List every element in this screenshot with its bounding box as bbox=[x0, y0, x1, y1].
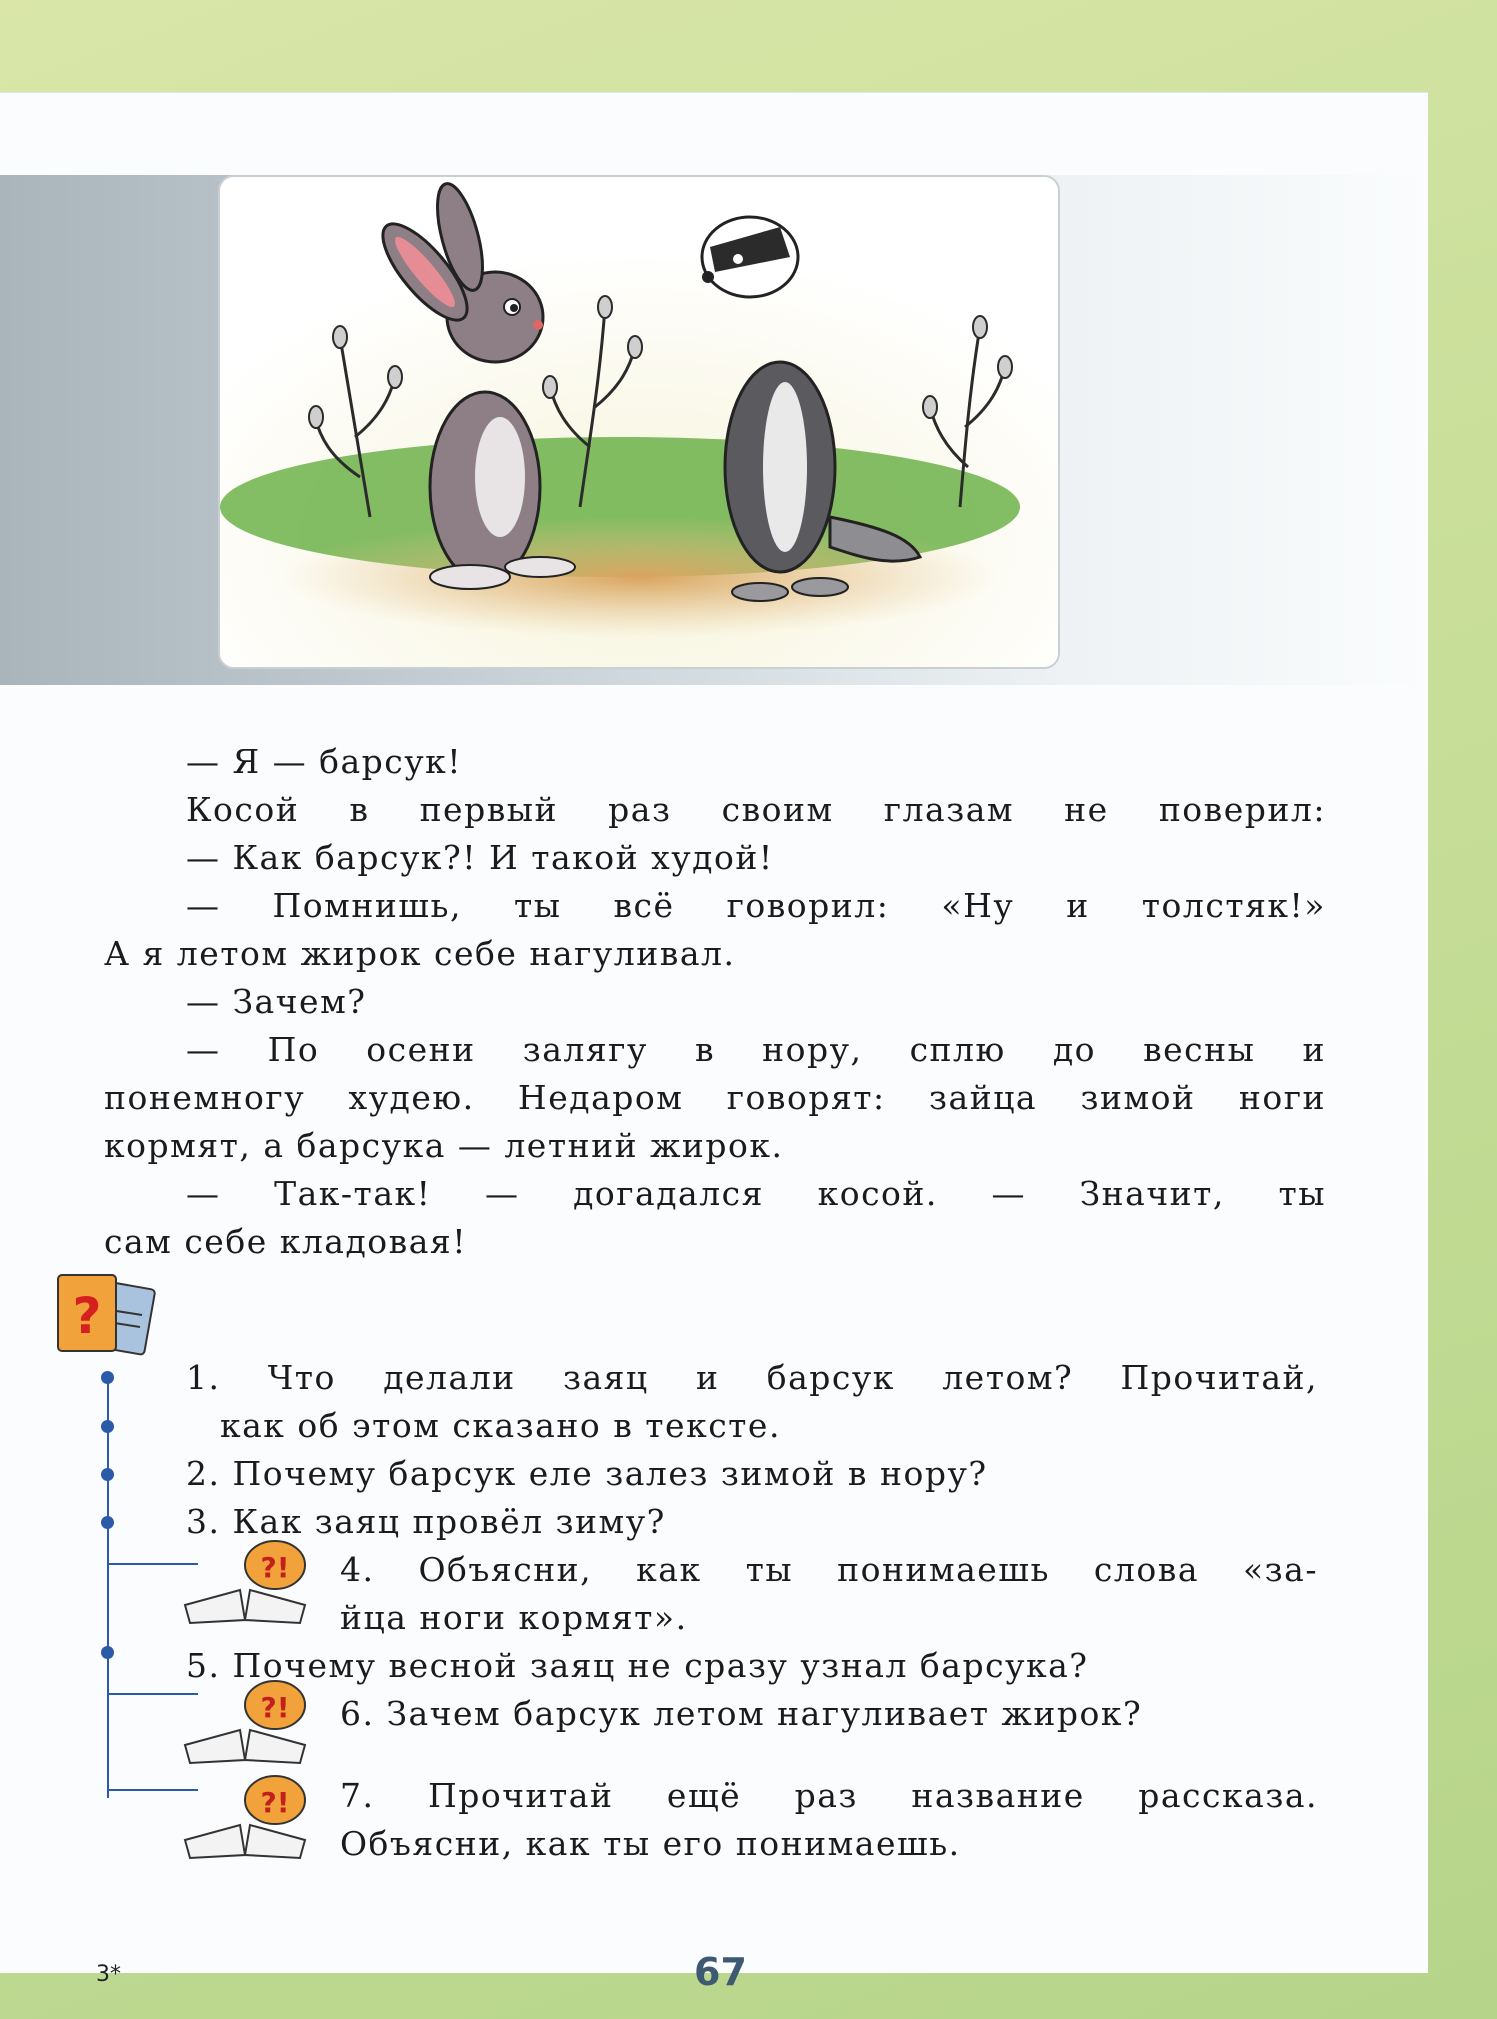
discussion-book-icon bbox=[180, 1770, 310, 1860]
story-line: сам себе кладовая! bbox=[104, 1222, 467, 1261]
svg-text:?!: ?! bbox=[260, 1551, 290, 1584]
question-1: 1. Что делали заяц и барсук летом? Прочитай, bbox=[186, 1358, 1318, 1397]
story-line: — По осени залягу в нору, сплю до весны и bbox=[186, 1030, 1326, 1069]
question-4: 4. Объясни, как ты понимаешь слова «за- bbox=[340, 1550, 1318, 1589]
timeline-dot bbox=[101, 1468, 114, 1481]
question-3: 3. Как заяц провёл зиму? bbox=[186, 1502, 666, 1541]
question-4-cont: йца ноги кормят». bbox=[340, 1598, 688, 1637]
story-line: кормят, а барсука — летний жирок. bbox=[104, 1126, 784, 1165]
story-line: — Я — барсук! bbox=[186, 742, 463, 781]
story-line: — Зачем? bbox=[186, 982, 367, 1021]
illustration-hare-and-badger bbox=[218, 175, 1060, 669]
question-notepad-icon bbox=[50, 1265, 160, 1365]
story-line: — Так-так! — догадался косой. — Значит, ты bbox=[186, 1174, 1326, 1213]
svg-text:?: ? bbox=[72, 1287, 102, 1345]
story-line: А я летом жирок себе нагуливал. bbox=[104, 934, 736, 973]
story-line: — Помнишь, ты всё говорил: «Ну и толстяк!» bbox=[186, 886, 1326, 925]
page-number: 67 bbox=[694, 1950, 747, 1994]
discussion-book-icon bbox=[180, 1675, 310, 1765]
question-5: 5. Почему весной заяц не сразу узнал барсука? bbox=[186, 1646, 1089, 1685]
question-1-cont: как об этом сказано в тексте. bbox=[220, 1406, 781, 1445]
svg-text:?!: ?! bbox=[260, 1786, 290, 1819]
timeline-dot bbox=[101, 1420, 114, 1433]
illustration-svg bbox=[220, 177, 1058, 667]
timeline-dot bbox=[101, 1516, 114, 1529]
question-7: 7. Прочитай ещё раз название рассказа. bbox=[340, 1776, 1318, 1815]
printer-signature: 3* bbox=[96, 1962, 121, 1987]
question-timeline bbox=[107, 1378, 109, 1798]
discussion-book-icon bbox=[180, 1535, 310, 1625]
timeline-dot bbox=[101, 1646, 114, 1659]
story-line: Косой в первый раз своим глазам не поверил: bbox=[186, 790, 1326, 829]
question-7-cont: Объясни, как ты его понимаешь. bbox=[340, 1824, 961, 1863]
question-2: 2. Почему барсук еле залез зимой в нору? bbox=[186, 1454, 988, 1493]
story-line: понемногу худею. Недаром говорят: зайца зимой ноги bbox=[104, 1078, 1326, 1117]
story-line: — Как барсук?! И такой худой! bbox=[186, 838, 774, 877]
timeline-dot bbox=[101, 1371, 114, 1384]
question-6: 6. Зачем барсук летом нагуливает жирок? bbox=[340, 1694, 1143, 1733]
svg-text:?!: ?! bbox=[260, 1691, 290, 1724]
